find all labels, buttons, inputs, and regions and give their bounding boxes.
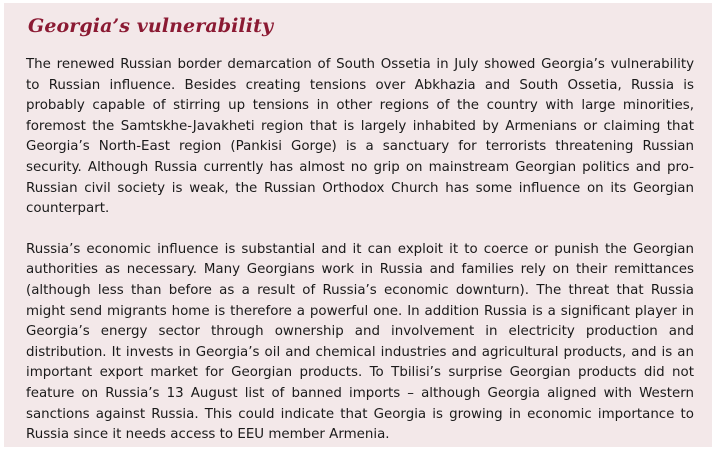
paragraph-2: Russia’s economic influence is substantial and it can exploit it to coerce or punish the Georgian authorities as necessary. Many Georgians work in Russia and families rely on their remittances (although less than before as a result of Russia’s economic downturn). The threat that Russia might send migrants home is therefore a powerful one. In addition Russia is a significant player in Georgia’s energy sector through ownership and involvement in electricity production and distribution. It invests in Georgia’s oil and chemical industries and agricultural products, and is an important export market for Georgian products. To Tbilisi’s surprise Georgian products did not feature on Russia’s 13 August list of banned imports – although Georgia aligned with Western sanctions against Russia. This could indicate that Georgia is growing in economic importance to Russia since it needs access to EEU member Armenia. bbox=[26, 241, 694, 443]
box-title: Georgia’s vulnerability bbox=[28, 15, 274, 37]
info-box bbox=[4, 3, 712, 447]
paragraph-1: The renewed Russian border demarcation of South Ossetia in July showed Georgia’s vulnerability to Russian influence. Besides creating tensions over Abkhazia and South Ossetia, Russia is probably capable of stirring up tensions in other regions of the country with large minorities, foremost the Samtskhe-Javakheti region that is largely inhabited by Armenians or claiming that Georgia’s North-East region (Pankisi Gorge) is a sanctuary for terrorists threatening Russian security. Although Russia currently has almost no grip on mainstream Georgian politics and pro-Russian civil society is weak, the Russian Orthodox Church has some influence on its Georgian counterpart. bbox=[26, 57, 694, 217]
